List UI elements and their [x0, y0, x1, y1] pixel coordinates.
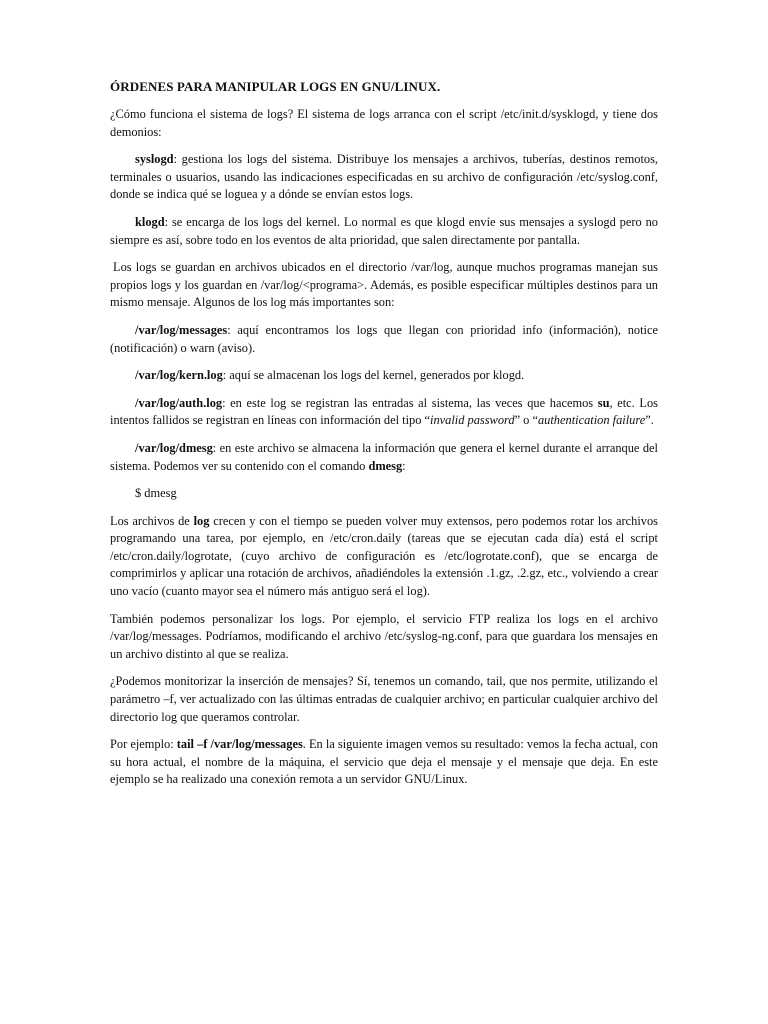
auth-text-2: , etc. Los intentos fallidos se registran en líneas con información del tipo “	[110, 395, 658, 428]
auth-paragraph	[110, 395, 658, 430]
dmesg-term: /var/log/dmesg	[135, 440, 213, 455]
example-text-1: Por ejemplo:	[110, 737, 177, 752]
example-text-2: . En la siguiente imagen vemos su resultado: vemos la fecha actual, con su hora actual, el nombre de la máquina, el servicio que deja el mensaje y el mensaje que deja. En este ejemplo se ha realizado una conexión remota a un servidor GNU/Linux.	[110, 737, 659, 787]
tail-command: tail –f /var/log/messages	[176, 737, 303, 752]
kern-paragraph	[110, 367, 658, 385]
auth-text-3: ” o “	[514, 413, 538, 428]
intro-paragraph: ¿Cómo funciona el sistema de logs? El sistema de logs arranca con el script /etc/init.d/sysklogd, y tiene dos demonios:	[110, 107, 658, 139]
su-term: su	[597, 395, 610, 410]
klogd-paragraph	[110, 214, 658, 249]
page-title: ÓRDENES PARA MANIPULAR LOGS EN GNU/LINUX.	[110, 79, 441, 94]
messages-term: /var/log/messages	[135, 322, 228, 337]
syslogd-text: : gestiona los logs del sistema. Distribuye los mensajes a archivos, tuberías, destinos remotos, terminales o usuarios, usando las indicaciones especificadas en su archivo de configuración /etc/syslog.conf, donde se indica qué se loguea y a dónde se envían estos logs.	[110, 152, 658, 202]
syslogd-term: syslogd	[135, 152, 174, 167]
logs-location-paragraph: Los logs se guardan en archivos ubicados en el directorio /var/log, aunque muchos programas manejan sus propios logs y los guardan en /var/log/<programa>. Además, es posible especificar múltiples destinos para un mismo mensaje. Algunos de los log más importantes son:	[110, 260, 658, 310]
rotate-paragraph	[110, 513, 658, 601]
authentication-failure-term: authentication failure	[537, 413, 646, 428]
syslogd-paragraph	[110, 151, 658, 204]
messages-text: : aquí encontramos los logs que llegan con prioridad info (información), notice (notificación) o warn (aviso).	[110, 322, 658, 355]
rotate-text-2: crecen y con el tiempo se pueden volver muy extensos, pero podemos rotar los archivos programando una tarea, por ejemplo, en /etc/cron.daily (tareas que se ejecutan cada día) está el script /etc/cron.daily/logrotate, (cuyo archivo de configuración es /etc/logrotate.conf), que se encarga de comprimirlos y aplicar una rotación de archivos, añadiéndoles la extensión .1.gz, .2.gz, etc., volviendo a crear uno vacío (cuanto mayor sea el número más antiguo será el log).	[110, 513, 658, 599]
log-term: log	[193, 513, 210, 528]
invalid-password-term: invalid password	[430, 413, 515, 428]
customize-paragraph: También podemos personalizar los logs. Por ejemplo, el servicio FTP realiza los logs en el archivo /var/log/messages. Podríamos, modificando el archivo /etc/syslog-ng.conf, para que guardara los mensajes en un archivo distinto al que se realiza.	[110, 611, 658, 661]
document-page	[110, 78, 658, 799]
klogd-term: klogd	[135, 214, 165, 229]
kern-term: /var/log/kern.log	[135, 368, 223, 383]
monitor-paragraph: ¿Podemos monitorizar la inserción de mensajes? Sí, tenemos un comando, tail, que nos permite, utilizando el parámetro –f, ver actualizado con las últimas entradas de cualquier archivo; en particular cualquier archivo del directorio log que queramos controlar.	[110, 674, 658, 724]
messages-paragraph	[110, 322, 658, 357]
dmesg-command-line: $ dmesg	[135, 486, 177, 501]
dmesg-paragraph	[110, 440, 658, 475]
example-paragraph	[110, 736, 658, 789]
auth-text-1: : en este log se registran las entradas al sistema, las veces que hacemos	[222, 395, 598, 410]
auth-text-4: ”.	[645, 413, 654, 428]
dmesg-command: dmesg	[368, 458, 403, 473]
dmesg-text-2: :	[402, 458, 406, 473]
rotate-text-1: Los archivos de	[110, 513, 194, 528]
kern-text: : aquí se almacenan los logs del kernel, generados por klogd.	[222, 368, 525, 383]
auth-term: /var/log/auth.log	[135, 395, 223, 410]
dmesg-text-1: : en este archivo se almacena la información que genera el kernel durante el arranque del sistema. Podemos ver su contenido con el comando	[110, 440, 658, 473]
klogd-text: : se encarga de los logs del kernel. Lo normal es que klogd envíe sus mensajes a syslogd pero no siempre es así, sobre todo en los eventos de alta prioridad, que salen directamente por pantalla.	[110, 214, 658, 247]
